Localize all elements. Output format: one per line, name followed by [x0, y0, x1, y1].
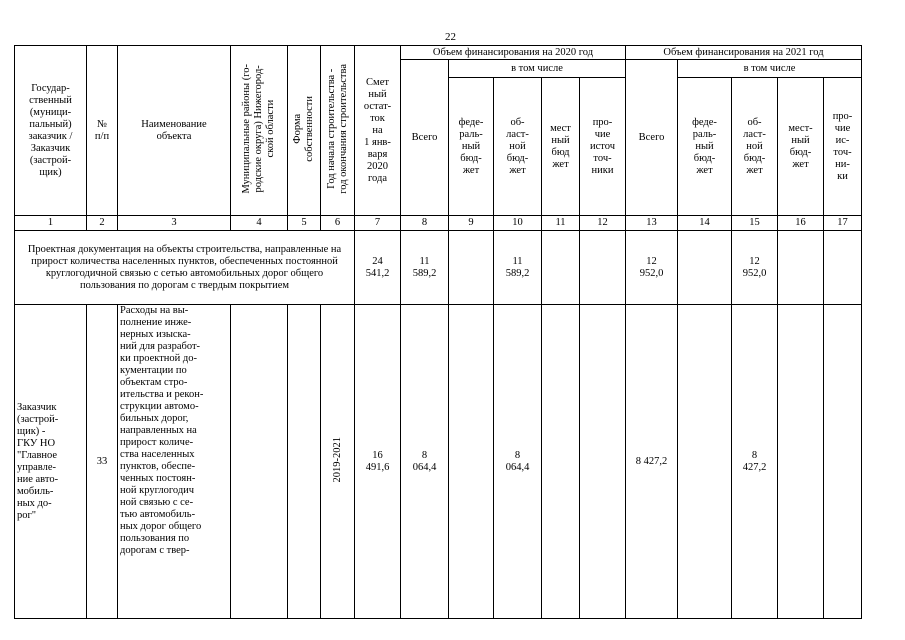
row-districts — [231, 305, 288, 619]
row-total-2020: 8 064,4 — [401, 305, 449, 619]
header-local-2020: мест ный бюд жет — [542, 78, 580, 216]
section-total-2020: 11 589,2 — [401, 231, 449, 305]
header-customer: Государ- ственный (муници- пальный) заказчик / Заказчик (застрой- щик) — [15, 46, 87, 216]
row-years: 2019-2021 — [321, 305, 355, 619]
col-number: 17 — [824, 216, 862, 231]
header-incl-2021: в том числе — [678, 60, 862, 78]
col-number: 15 — [732, 216, 778, 231]
row-object-name: Расходы на вы- полнение инже- нерных изыска- ний для разработ- ки проектной до- кументации по объектам стро- ительства и рекон- струкции автомо- бильных дорог, направленных на прирост количе- ства населенных пунктов, обеспе- ченных постоян- ной круглогодич ной связью с се- тью автомобиль- ных дорог общего пользования по дорогам с твер- — [118, 305, 231, 619]
page-number: 22 — [445, 31, 456, 43]
table-row — [15, 305, 862, 619]
row-num: 33 — [87, 305, 118, 619]
section-other-2021 — [824, 231, 862, 305]
col-number: 3 — [118, 216, 231, 231]
header-total-2020: Всего — [401, 60, 449, 216]
col-number: 9 — [449, 216, 494, 231]
section-title: Проектная документация на объекты строительства, направленные на прирост количества населенных пунктов, обеспеченных постоянной круглогодичной связью с сетью автомобильных дорог общего пользования по дорогам с твердым покрытием — [15, 231, 355, 305]
header-years: Год начала строительства - год окончания строительства — [321, 46, 355, 216]
col-number: 1 — [15, 216, 87, 231]
header-num: № п/п — [87, 46, 118, 216]
header-districts: Муниципальные районы (го- родские округа) Нижегород- ской области — [231, 46, 288, 216]
col-number: 14 — [678, 216, 732, 231]
section-total-2021: 12 952,0 — [626, 231, 678, 305]
header-federal-2021: феде- раль- ный бюд- жет — [678, 78, 732, 216]
row-federal-2021 — [678, 305, 732, 619]
financing-table — [14, 45, 862, 619]
section-regional-2020: 11 589,2 — [494, 231, 542, 305]
col-number: 8 — [401, 216, 449, 231]
header-fin-2020: Объем финансирования на 2020 год — [401, 46, 626, 60]
row-customer: Заказчик (застрой- щик) - ГКУ НО "Главное управле- ние авто- мобиль- ных до- рог" — [15, 305, 87, 619]
section-estimate: 24 541,2 — [355, 231, 401, 305]
header-local-2021: мест- ный бюд- жет — [778, 78, 824, 216]
header-fin-2021: Объем финансирования на 2021 год — [626, 46, 862, 60]
col-number: 10 — [494, 216, 542, 231]
header-estimate: Смет ный остат- ток на 1 янв- варя 2020 года — [355, 46, 401, 216]
section-federal-2021 — [678, 231, 732, 305]
col-number: 6 — [321, 216, 355, 231]
section-local-2020 — [542, 231, 580, 305]
row-other-2020 — [580, 305, 626, 619]
header-federal-2020: феде- раль- ный бюд- жет — [449, 78, 494, 216]
header-regional-2021: об- ласт- ной бюд- жет — [732, 78, 778, 216]
section-row — [15, 231, 862, 305]
row-other-2021 — [824, 305, 862, 619]
col-number: 16 — [778, 216, 824, 231]
row-local-2021 — [778, 305, 824, 619]
col-number: 7 — [355, 216, 401, 231]
row-total-2021: 8 427,2 — [626, 305, 678, 619]
section-other-2020 — [580, 231, 626, 305]
header-total-2021: Всего — [626, 60, 678, 216]
header-regional-2020: об- ласт- ной бюд- жет — [494, 78, 542, 216]
header-other-2021: про- чие ис- точ- ни- ки — [824, 78, 862, 216]
col-number: 12 — [580, 216, 626, 231]
row-estimate: 16 491,6 — [355, 305, 401, 619]
row-ownership — [288, 305, 321, 619]
col-number: 11 — [542, 216, 580, 231]
col-number: 4 — [231, 216, 288, 231]
header-other-2020: про- чие источ точ- ники — [580, 78, 626, 216]
col-number: 2 — [87, 216, 118, 231]
header-ownership: Форма собственности — [288, 46, 321, 216]
row-local-2020 — [542, 305, 580, 619]
section-local-2021 — [778, 231, 824, 305]
row-regional-2020: 8 064,4 — [494, 305, 542, 619]
row-regional-2021: 8 427,2 — [732, 305, 778, 619]
header-incl-2020: в том числе — [449, 60, 626, 78]
section-regional-2021: 12 952,0 — [732, 231, 778, 305]
section-federal-2020 — [449, 231, 494, 305]
header-object-name: Наименование объекта — [118, 46, 231, 216]
row-federal-2020 — [449, 305, 494, 619]
col-number: 5 — [288, 216, 321, 231]
col-number: 13 — [626, 216, 678, 231]
